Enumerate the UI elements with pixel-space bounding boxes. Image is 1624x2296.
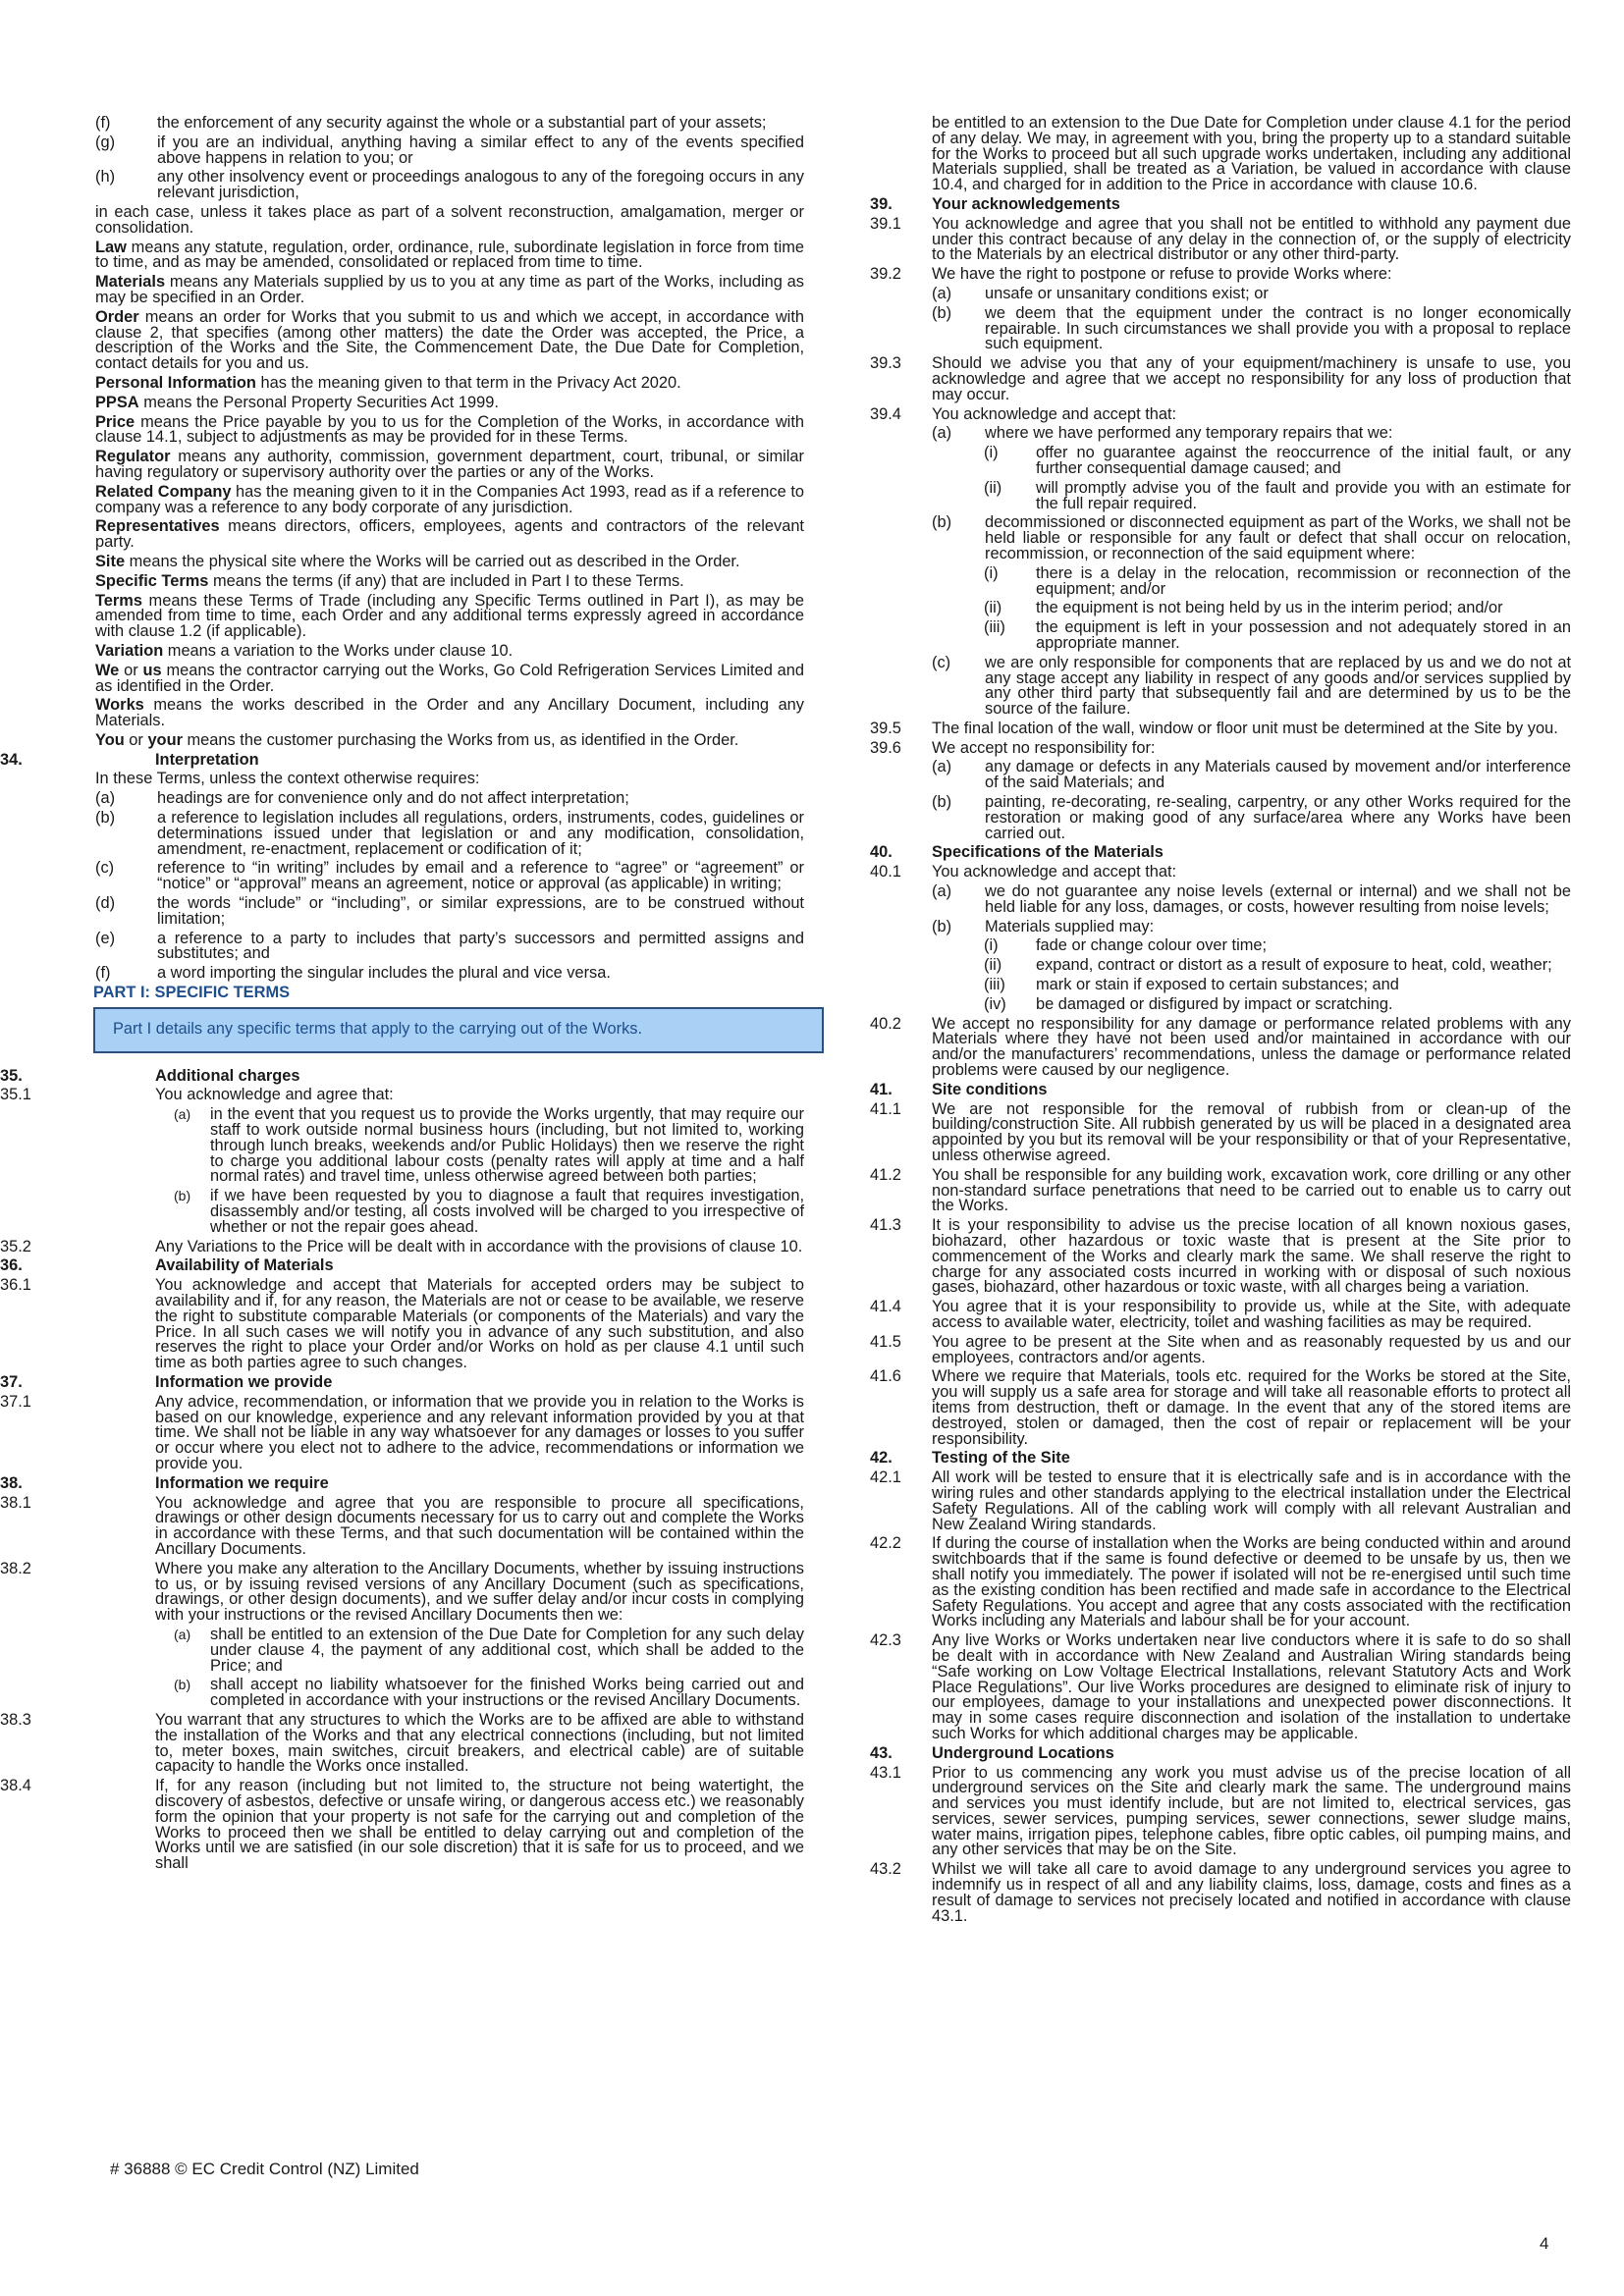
item-marker: (a) <box>174 1106 191 1123</box>
item-marker: (c) <box>95 859 115 878</box>
item-marker: 39.1 <box>870 214 901 233</box>
clause <box>870 356 1571 402</box>
definition <box>95 641 804 660</box>
clause <box>0 1392 804 1472</box>
item-text: Prior to us commencing any work you must advise us of the precise location of all underground services on the Site and clearly mark the same. The underground mains and services you must identify include, but are not limited to, electrical services, gas services, sewer services, pumping services, sewer connections, sewer sludge mains, water mains, irrigation pipes, telephone cables, fibre optic cables, oil pumping mains, and any other services that may be on the Site. <box>932 1763 1571 1859</box>
item-marker: (f) <box>95 964 111 983</box>
item-marker: (i) <box>984 936 999 955</box>
list-item <box>870 917 1571 935</box>
item-marker: (c) <box>932 653 951 671</box>
section-heading <box>0 750 804 769</box>
clause <box>870 1332 1571 1366</box>
clause <box>870 267 1571 283</box>
item-text: a word importing the singular includes the plural and vice versa. <box>157 964 611 983</box>
section-number: 40. <box>870 843 893 862</box>
list-item <box>0 1678 804 1709</box>
item-text: We are not responsible for the removal of rubbish from or clean-up of the building/construction Site. All rubbish generated by us will be placed in a designated area appointed by you but its removal will be your responsibility or that of your Representative, unless otherwise agreed. <box>932 1099 1571 1165</box>
item-marker: (a) <box>174 1626 191 1642</box>
list-item <box>870 303 1571 353</box>
item-text: It is your responsibility to advise us the precise location of all known noxious gases, biohazard, other hazardous or toxic waste that is present at the Site prior to commencement of the Works and clearly mark the same. We shall reserve the right to charge for any associated costs incurred in working with or disposal of such noxious gases, biohazard, other hazardous or toxic waste, with all charges being a variation. <box>932 1216 1571 1297</box>
item-marker: 43.1 <box>870 1763 901 1782</box>
definition-term: Law <box>95 238 127 256</box>
section-number: 43. <box>870 1743 893 1762</box>
clause <box>0 1278 804 1371</box>
item-marker: (a) <box>932 284 952 302</box>
item-text: You acknowledge and accept that: <box>932 404 1177 423</box>
definition-term: Order <box>95 307 139 326</box>
item-text: fade or change colour over time; <box>1036 936 1268 955</box>
clause <box>0 1710 804 1776</box>
item-marker: (e) <box>95 929 116 947</box>
item-marker: 40.1 <box>870 863 901 881</box>
section-title: Testing of the Site <box>932 1449 1070 1468</box>
item-text: You acknowledge and accept that Materials for accepted orders may be subject to availability and if, for any reason, the Materials are not or cease to be available, we reserve the right to substitute comparable Materials (or components of the Materials) and vary the Price. In all such cases we will notify you in advance of any such substitution, and also reserves the right to place your Order and/or Works on hold as per clause 4.1 until such time as both parties agree to such changes. <box>155 1276 804 1372</box>
definition-text: means the customer purchasing the Works from us, as identified in the Order. <box>182 730 739 749</box>
section-number: 35. <box>0 1066 23 1085</box>
list-item <box>870 760 1571 791</box>
item-text: You warrant that any structures to which the Works are to be affixed are able to withstand the installation of the Works and that any electrical connections (including, but not limited to, meter boxes, main switches, circuit breakers, and electrical cable) are of suitable capacity to handle the Works once installed. <box>155 1710 804 1776</box>
section-heading <box>870 194 1571 213</box>
definition-term: your <box>147 730 183 749</box>
item-text: offer no guarantee against the reoccurrence of the initial fault, or any further consequential damage caused; and <box>1036 444 1571 477</box>
section-title: Specifications of the Materials <box>932 843 1164 862</box>
item-marker: 41.2 <box>870 1165 901 1184</box>
item-text: You acknowledge and accept that: <box>932 863 1177 881</box>
definition-term: Related Company <box>95 482 232 501</box>
item-text: we are only responsible for components that are replaced by us and we do not at any stage accept any liability in respect of any goods and/or services supplied by any other third party that subsequently fail and are determined by us to be the source of the failure. <box>985 653 1571 719</box>
definition <box>95 730 804 749</box>
clause <box>870 214 1571 264</box>
section-title: Additional charges <box>155 1066 300 1085</box>
definition-term: PPSA <box>95 393 139 411</box>
item-text: if you are an individual, anything having a similar effect to any of the events specified above happens in relation to you; or <box>157 133 804 167</box>
definition-text: means the Personal Property Securities Act 1999. <box>138 393 499 411</box>
item-marker: (i) <box>984 444 999 462</box>
item-text: You acknowledge and agree that: <box>155 1086 394 1104</box>
item-marker: 39.4 <box>870 404 901 423</box>
clause <box>0 1559 804 1625</box>
left-column <box>0 114 804 1876</box>
item-marker: 38.3 <box>0 1710 31 1729</box>
item-text: You shall be responsible for any building work, excavation work, core drilling or any other non-standard surface penetrations that need to be carried out to enable us to carry out the Works. <box>932 1165 1571 1215</box>
item-text: We accept no responsibility for any damage or performance related problems with any Materials where they have not been used and/or maintained in accordance with our and/or the manufacturers’ recommendations, unless the damage or performance related problems were caused by our negligence. <box>932 1014 1571 1080</box>
definition-text: means any authority, commission, government department, court, tribunal, or similar having regulatory or supervisory authority over the parties or any of the Works. <box>95 448 804 481</box>
item-text: Where you make any alteration to the Ancillary Documents, whether by issuing instructions to us, or by issuing revised versions of any Ancillary Document (such as specifications, drawings, or other design documents), and we suffer delay and/or incur costs in complying with your instructions or the revised Ancillary Documents then we: <box>155 1559 804 1625</box>
list-item <box>0 1189 804 1235</box>
item-marker: (iii) <box>984 976 1005 994</box>
list-item <box>0 1625 804 1675</box>
item-text: You agree to be present at the Site when and as reasonably requested by us and our employees, contractors and/or agents. <box>932 1332 1571 1366</box>
item-marker: 39.5 <box>870 719 901 737</box>
item-marker: 37.1 <box>0 1392 31 1411</box>
clause <box>0 1237 804 1255</box>
definition-connector: or <box>124 730 148 749</box>
clause <box>0 1088 804 1103</box>
list-item <box>870 515 1571 561</box>
section-heading <box>870 1080 1571 1098</box>
item-text: Whilst we will take all care to avoid damage to any underground services you agree to indemnify us in respect of all and any liability claims, loss, damage, costs and fines as a result of damage to services not precisely located and notified in accordance with clause 43.1. <box>932 1860 1571 1925</box>
item-marker: 38.2 <box>0 1559 31 1577</box>
section-heading <box>0 1258 804 1274</box>
definition-term: Materials <box>95 273 166 292</box>
section-number: 37. <box>0 1372 23 1391</box>
page-number: 4 <box>1540 2234 1549 2253</box>
clause <box>870 1536 1571 1629</box>
definition-term: Terms <box>95 591 142 610</box>
clause <box>870 1165 1571 1215</box>
item-marker: (iv) <box>984 994 1006 1013</box>
item-marker: 41.4 <box>870 1298 901 1316</box>
item-text: headings are for convenience only and do not affect interpretation; <box>157 789 629 808</box>
item-marker: (b) <box>174 1188 191 1204</box>
definition <box>95 482 804 516</box>
definition <box>95 373 804 392</box>
section-title: Information we provide <box>155 1372 333 1391</box>
list-item <box>870 653 1571 719</box>
item-text: will promptly advise you of the fault and provide you with an estimate for the full repair required. <box>1036 478 1571 512</box>
item-text: we deem that the equipment under the contract is no longer economically repairable. In such circumstances we shall provide you with a proposal to replace such equipment. <box>985 303 1571 353</box>
item-text: where we have performed any temporary repairs that we: <box>985 424 1393 443</box>
definition-text: has the meaning given to it in the Companies Act 1993, read as if a reference to company was a reference to any body corporate of any jurisdiction. <box>95 482 804 516</box>
definition-term: Works <box>95 696 144 715</box>
definition <box>95 307 804 373</box>
clause <box>0 1779 804 1872</box>
item-marker: (a) <box>95 789 116 808</box>
item-marker: 38.4 <box>0 1777 31 1795</box>
clause <box>870 1862 1571 1924</box>
clause <box>0 1493 804 1558</box>
item-marker: 38.1 <box>0 1493 31 1512</box>
item-text: if we have been requested by you to diagnose a fault that requires investigation, disassembly and/or testing, all costs involved will be charged to you irrespective of whether or not the repair goes ahead. <box>210 1187 804 1236</box>
item-marker: (ii) <box>984 599 1002 617</box>
item-marker: 35.2 <box>0 1237 31 1255</box>
item-text: If, for any reason (including but not limited to, the structure not being watertight, the discovery of asbestos, defective or unsafe wiring, or dangerous access etc.) we reasonably form the opinion that your property is not safe for the carrying out and completion of the Works to proceed then we shall be entitled to delay carrying out and completion of the Works until we are satisfied (in our sole discretion) that it is safe for us to proceed, and we shall <box>155 1777 804 1873</box>
item-marker: (f) <box>95 114 111 132</box>
clause <box>870 738 1571 757</box>
item-marker: 36.1 <box>0 1276 31 1295</box>
definition-text: means any Materials supplied by us to you at any time as part of the Works, including as may be specified in an Order. <box>95 273 804 306</box>
item-marker: 39.3 <box>870 354 901 373</box>
list-item <box>870 446 1571 477</box>
list-item <box>870 601 1571 616</box>
item-text: We have the right to postpone or refuse to provide Works where: <box>932 265 1392 284</box>
list-item <box>95 791 804 807</box>
clause <box>870 1218 1571 1296</box>
list-item <box>95 811 804 857</box>
item-text: decommissioned or disconnected equipment as part of the Works, we shall not be held liable or responsible for any fault or defect that shall occur on relocation, recommission, or reconnection of the said equipment where: <box>985 513 1571 562</box>
item-text: any damage or defects in any Materials caused by movement and/or interference of the said Materials; and <box>985 758 1571 792</box>
definition <box>95 450 804 481</box>
list-item <box>870 994 1571 1013</box>
list-item <box>870 563 1571 598</box>
item-text: Where we require that Materials, tools etc. required for the Works be stored at the Site, you will supply us a safe area for storage and will take all reasonable efforts to protect all items from destruction, theft or damage. In the event that any of the stored items are destroyed, stolen or damaged, then the cost of repair or replacement will be your responsibility. <box>932 1367 1571 1448</box>
right-column <box>870 116 1571 1928</box>
definition-text: means any statute, regulation, order, ordinance, rule, subordinate legislation in force from time to time, and as may be amended, consolidated or replaced from time to time. <box>95 238 804 272</box>
item-text: reference to “in writing” includes by email and a reference to “agree” or “agreement” or “notice” or “approval” means an agreement, notice or approval (as applicable) in writing; <box>157 859 804 893</box>
item-text: in the event that you request us to provide the Works urgently, that may require our staff to work outside normal business hours (including, but not limited to, working through lunch breaks, weekends and/or Public Holidays) then we reserve the right to charge you additional labour costs (penalty rates will apply at time and a half normal rates) and travel time, unless otherwise agreed between both parties; <box>210 1105 804 1186</box>
clause <box>870 1099 1571 1165</box>
definition-term: Regulator <box>95 448 171 466</box>
definition-term: Specific Terms <box>95 571 209 590</box>
clause <box>870 1470 1571 1532</box>
item-marker: 35.1 <box>0 1086 31 1104</box>
item-text: painting, re-decorating, re-sealing, carpentry, or any other Works required for the restoration or making good of any surface/area where any Works have been carried out. <box>985 793 1571 842</box>
item-text: the words “include” or “including”, or similar expressions, are to be construed without limitation; <box>157 894 804 928</box>
section-title: Interpretation <box>155 750 259 769</box>
clause <box>870 721 1571 737</box>
list-item <box>95 861 804 892</box>
footer-copyright: # 36888 © EC Credit Control (NZ) Limited <box>110 2160 419 2178</box>
definition-text: means a variation to the Works under clause 10. <box>163 641 514 660</box>
item-text: You agree that it is your responsibility to provide us, while at the Site, with adequate access to available water, electricity, toilet and washing facilities as may be required. <box>932 1298 1571 1331</box>
item-marker: (i) <box>984 563 999 582</box>
item-marker: (b) <box>95 809 116 828</box>
list-item <box>0 1107 804 1185</box>
section-title: Your acknowledgements <box>932 194 1120 213</box>
item-marker: 39.2 <box>870 265 901 284</box>
item-marker: (d) <box>95 894 116 913</box>
definition <box>95 571 804 590</box>
item-text: Any advice, recommendation, or information that we provide you in relation to the Works is based on our knowledge, experience and any relevant information provided by you at that time. We shall not be liable in any way whatsoever for any damages or losses to you suffer or occur where you elect not to adhere to the advice, recommendations or information we provide you. <box>155 1392 804 1472</box>
item-marker: (g) <box>95 133 116 151</box>
list-item <box>95 170 804 201</box>
definition <box>95 275 804 306</box>
clause <box>870 1763 1571 1859</box>
item-marker: 41.3 <box>870 1216 901 1235</box>
item-marker: (h) <box>95 168 116 187</box>
item-text: a reference to legislation includes all regulations, orders, instruments, codes, guidelines or determinations issued under that legislation or and any modification, consolidation, amendment, re-enactment, replacement or codification of it; <box>157 809 804 858</box>
list-item <box>870 978 1571 993</box>
definition <box>95 591 804 641</box>
list-item <box>95 966 804 982</box>
section-heading <box>870 1743 1571 1762</box>
item-text: We accept no responsibility for: <box>932 738 1156 757</box>
clause <box>870 1014 1571 1080</box>
item-marker: (a) <box>932 758 952 776</box>
list-item <box>870 426 1571 442</box>
item-marker: 41.5 <box>870 1332 901 1351</box>
item-text: expand, contract or distort as a result of exposure to heat, cold, weather; <box>1036 956 1552 975</box>
definition-text: means the terms (if any) that are included in Part I to these Terms. <box>208 571 684 590</box>
definition-term: Site <box>95 552 126 570</box>
definition-text: means the contractor carrying out the Works, Go Cold Refrigeration Services Limited and as identified in the Order. <box>95 661 804 695</box>
item-marker: (b) <box>932 793 952 812</box>
item-marker: (a) <box>932 882 952 901</box>
section-number: 36. <box>0 1256 23 1275</box>
definition-term: You <box>95 730 125 749</box>
definition <box>95 698 804 729</box>
definition-term: Variation <box>95 641 164 660</box>
definition <box>95 661 804 695</box>
item-text: Should we advise you that any of your equipment/machinery is unsafe to use, you acknowledge and agree that we accept no responsibility for any loss of production that may occur. <box>932 354 1571 403</box>
item-marker: 42.1 <box>870 1468 901 1487</box>
paragraph: In these Terms, unless the context otherwise requires: <box>95 770 480 788</box>
section-heading <box>0 1372 804 1391</box>
item-marker: 41.1 <box>870 1099 901 1118</box>
part-heading: PART I: SPECIFIC TERMS <box>93 984 291 1002</box>
clause <box>870 1369 1571 1447</box>
item-text: All work will be tested to ensure that it is electrically safe and is in accordance with the wiring rules and other standards applying to the electrical installation under the Electrical Safety Regulations. All of the cabling work will comply with all relevant Australian and New Zealand Wiring standards. <box>932 1468 1571 1533</box>
list-item <box>95 116 804 132</box>
item-text: Any Variations to the Price will be dealt with in accordance with the provisions of clause 10. <box>155 1237 803 1255</box>
definition-term: We <box>95 661 120 679</box>
definition-text: means an order for Works that you submit to us and which we accept, in accordance with clause 2, that specifies (among other matters) the date the Order was accepted, the Price, a description of the Works and the Site, the Commencement Date, the Due Date for Completion, contact details for you and us. <box>95 307 804 373</box>
definition <box>95 240 804 272</box>
definition-connector: or <box>119 661 143 679</box>
item-marker: (b) <box>932 917 952 935</box>
part-info-box: Part I details any specific terms that apply to the carrying out of the Works. <box>93 1007 824 1053</box>
definition-text: means these Terms of Trade (including any Specific Terms outlined in Part I), as may be amended from time to time, each Order and any additional terms expressly agreed in accordance with clause 1.2 (if applicable). <box>95 591 804 641</box>
item-text: The final location of the wall, window or floor unit must be determined at the Site by you. <box>932 719 1558 737</box>
item-text: unsafe or unsanitary conditions exist; or <box>985 284 1269 302</box>
item-text: You acknowledge and agree that you shall not be entitled to withhold any payment due under this contract because of any delay in the connection of, or the supply of electricity to the Materials by an electrical distributor or any other third-party. <box>932 214 1571 264</box>
clause <box>870 1633 1571 1742</box>
definition-term: us <box>142 661 162 679</box>
list-item <box>870 958 1571 974</box>
item-text: Any live Works or Works undertaken near live conductors where it is safe to do so shall be dealt with in accordance with New Zealand and Australian Wiring standards being “Safe working on Low Voltage Electrical Installations, relevant Statutory Acts and Work Place Regulations”. Our live Works procedures are designed to eliminate risk of injury to our employees, damage to your installations and unexpected power disconnections. It may in some cases require disconnection and isolation of the installation to undertake such Works for which additional charges may be applicable. <box>932 1631 1571 1742</box>
item-marker: (b) <box>174 1677 191 1693</box>
item-marker: 39.6 <box>870 738 901 757</box>
section-number: 41. <box>870 1080 893 1098</box>
section-title: Site conditions <box>932 1080 1048 1098</box>
definition-text: means the Price payable by you to us for the Completion of the Works, in accordance with clause 14.1, subject to adjustments as may be provided for in these Terms. <box>95 412 804 447</box>
definition <box>95 552 804 570</box>
section-heading <box>870 1451 1571 1467</box>
section-title: Underground Locations <box>932 1743 1114 1762</box>
definition-term: Personal Information <box>95 373 256 392</box>
clause <box>870 1300 1571 1331</box>
item-text: shall accept no liability whatsoever for the finished Works being carried out and completed in accordance with your instructions or the revised Ancillary Documents. <box>210 1676 804 1710</box>
item-text: the equipment is not being held by us in the interim period; and/or <box>1036 599 1503 617</box>
item-text: shall be entitled to an extension of the Due Date for Completion for any such delay under clause 4, the payment of any additional cost, which shall be added to the Price; and <box>210 1625 804 1675</box>
item-marker: 41.6 <box>870 1367 901 1386</box>
item-text: be damaged or disfigured by impact or scratching. <box>1036 994 1393 1013</box>
list-item <box>870 478 1571 512</box>
section-number: 42. <box>870 1449 893 1468</box>
list-item <box>870 938 1571 954</box>
item-marker: (iii) <box>984 618 1005 637</box>
item-marker: 42.2 <box>870 1534 901 1553</box>
list-item <box>95 929 804 963</box>
section-number: 39. <box>870 194 893 213</box>
item-marker: (b) <box>932 513 952 532</box>
list-item <box>95 135 804 167</box>
definition-term: Price <box>95 412 135 431</box>
section-heading <box>0 1066 804 1085</box>
item-text: the enforcement of any security against the whole or a substantial part of your assets; <box>157 114 767 132</box>
list-item <box>870 620 1571 652</box>
section-title: Information we require <box>155 1473 329 1492</box>
item-text: we do not guarantee any noise levels (external or internal) and we shall not be held liable for any loss, damages, or costs, however resulting from noise levels; <box>985 882 1571 916</box>
definition <box>95 412 804 447</box>
paragraph: in each case, unless it takes place as part of a solvent reconstruction, amalgamation, merger or consolidation. <box>95 202 804 237</box>
section-number: 38. <box>0 1473 23 1492</box>
item-text: there is a delay in the relocation, recommission or reconnection of the equipment; and/or <box>1036 563 1571 598</box>
list-item <box>870 795 1571 841</box>
definition-text: means the physical site where the Works will be carried out as described in the Order. <box>125 552 740 570</box>
definition-text: has the meaning given to that term in the Privacy Act 2020. <box>255 373 681 392</box>
item-marker: 40.2 <box>870 1014 901 1033</box>
item-marker: (ii) <box>984 956 1002 975</box>
list-item <box>870 884 1571 916</box>
item-text: mark or stain if exposed to certain substances; and <box>1036 976 1399 994</box>
item-text: the equipment is left in your possession and not adequately stored in an appropriate manner. <box>1036 618 1571 652</box>
item-text: Materials supplied may: <box>985 917 1155 935</box>
definition-text: means the works described in the Order and any Ancillary Document, including any Materials. <box>95 696 804 730</box>
section-title: Availability of Materials <box>155 1256 334 1275</box>
item-marker: (b) <box>932 303 952 322</box>
definition <box>95 519 804 551</box>
section-heading <box>0 1473 804 1492</box>
item-text: any other insolvency event or proceedings analogous to any of the foregoing occurs in any relevant jurisdiction, <box>157 168 804 202</box>
item-marker: (ii) <box>984 478 1002 497</box>
section-number: 34. <box>0 750 23 769</box>
definition <box>95 393 804 411</box>
list-item <box>870 284 1571 302</box>
item-text: a reference to a party to includes that party’s successors and permitted assigns and substitutes; and <box>157 929 804 963</box>
clause <box>870 404 1571 423</box>
definition-term: Representatives <box>95 517 220 536</box>
item-marker: 42.3 <box>870 1631 901 1650</box>
clause <box>870 865 1571 881</box>
item-text: If during the course of installation when the Works are being conducted within and around switchboards that if the same is found defective or deemed to be unsafe by us, then we shall notify you immediately. The power if isolated will not be re-energised until such time as the existing condition has been rectified and made safe in accordance to the Electrical Safety Regulations. You accept and agree that any costs associated with the rectification Works including any Materials and labour shall be for your account. <box>932 1534 1571 1630</box>
item-marker: (a) <box>932 424 952 443</box>
paragraph: be entitled to an extension to the Due Date for Completion under clause 4.1 for the period of any delay. We may, in agreement with you, bring the property up to a standard suitable for the Works to proceed but all such upgrade works undertaken, including any additional Materials supplied, shall be treated as a Variation, be valued in accordance with clause 10.4, and charged for in addition to the Price in accordance with clause 10.6. <box>932 114 1571 194</box>
section-heading <box>870 845 1571 861</box>
definition-text: means directors, officers, employees, agents and contractors of the relevant party. <box>95 517 804 552</box>
item-text: You acknowledge and agree that you are responsible to procure all specifications, drawings or other design documents necessary for us to carry out and complete the Works in accordance with these Terms, and that such documentation will be contained within the Ancillary Documents. <box>155 1493 804 1558</box>
item-marker: 43.2 <box>870 1860 901 1879</box>
list-item <box>95 896 804 928</box>
